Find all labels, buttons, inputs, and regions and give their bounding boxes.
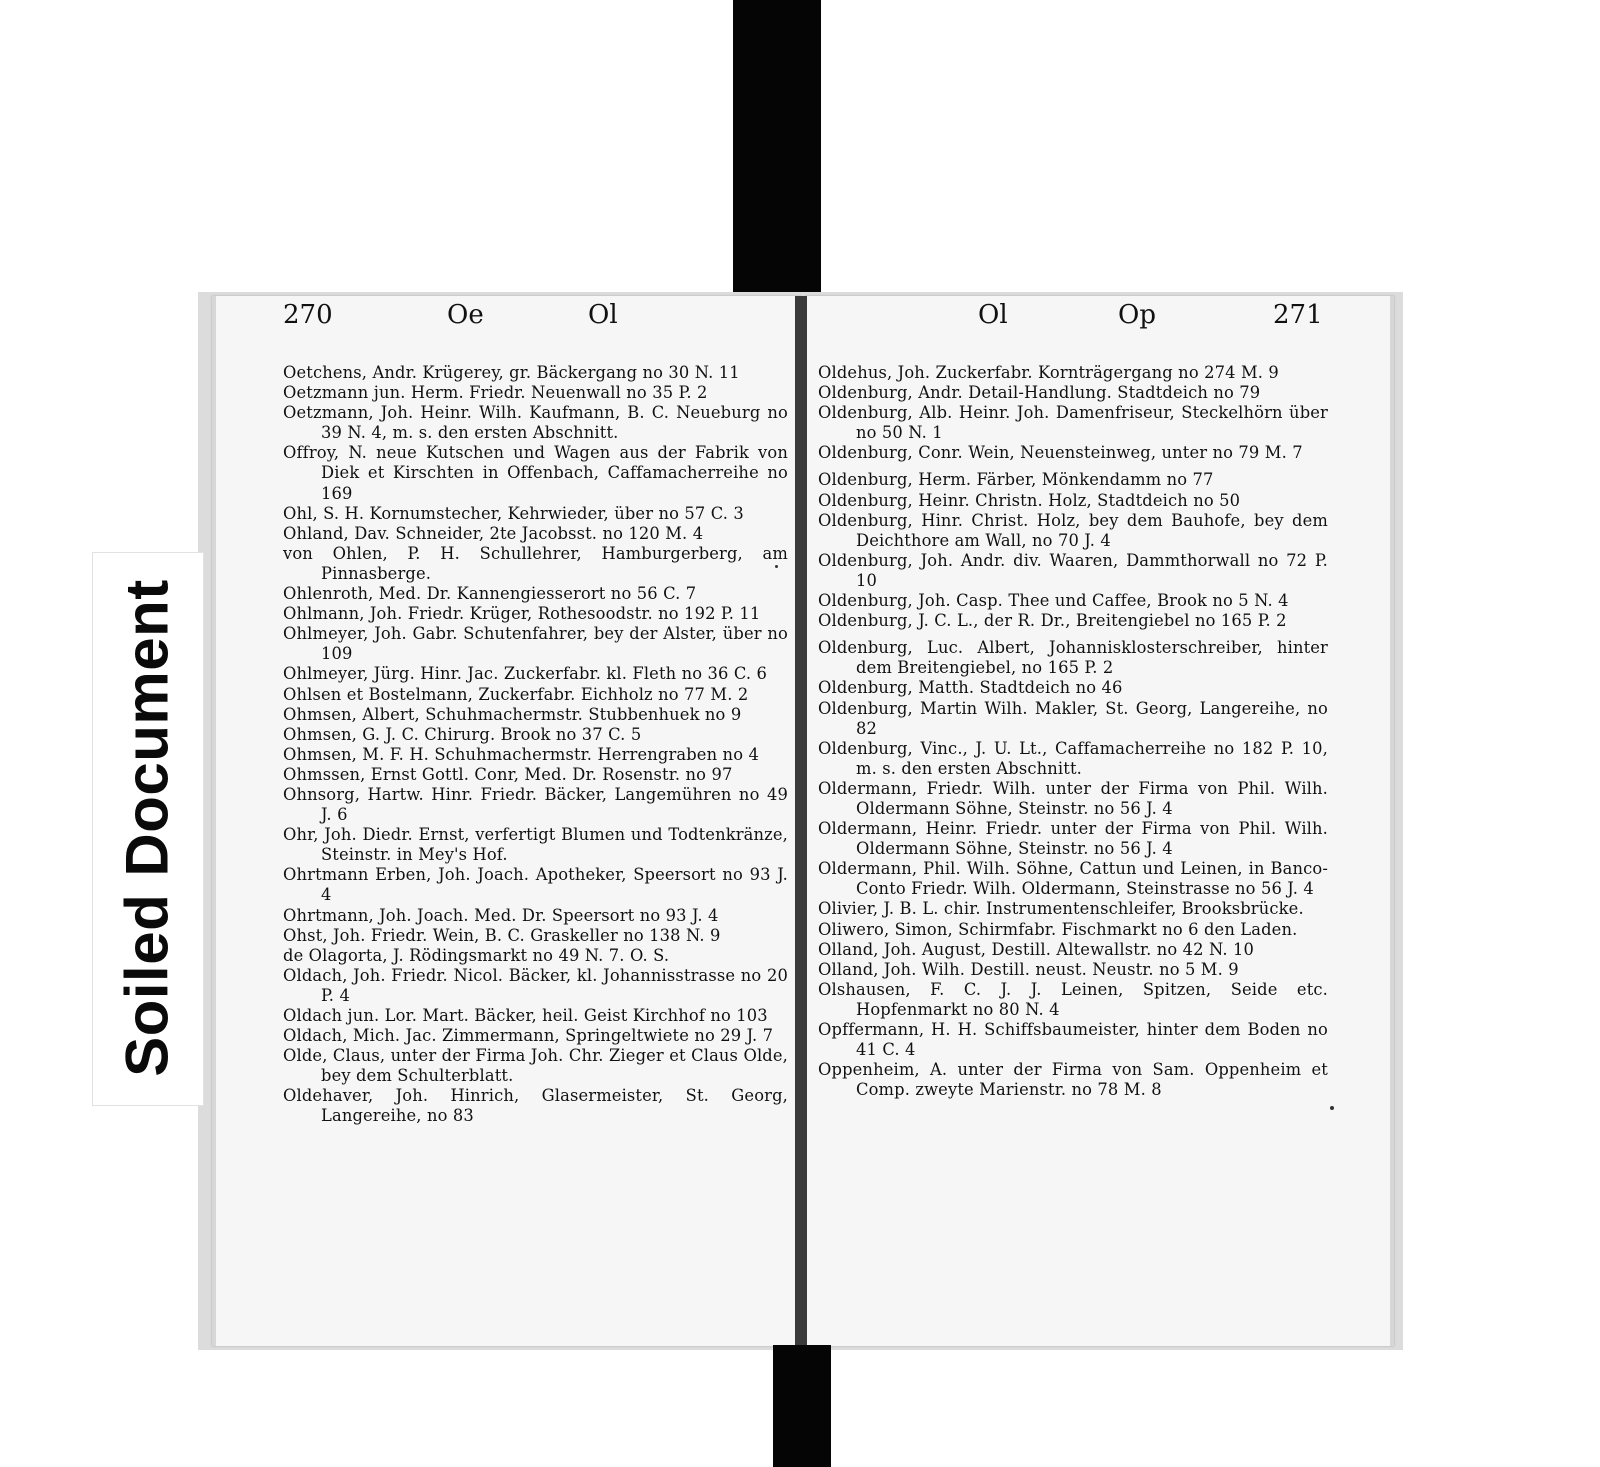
directory-entry: Oldach, Mich. Jac. Zimmermann, Springeltwiete no 29 J. 7 xyxy=(283,1026,774,1046)
directory-entry: Oldermann, Phil. Wilh. Söhne, Cattun und Leinen, in Banco-Conto Friedr. Wilh. Oldermann, Steinstrasse no 56 J. 4 xyxy=(818,859,1328,899)
directory-entry: Oldenburg, Herm. Färber, Mönkendamm no 77 xyxy=(818,470,1214,490)
directory-entry: Ohland, Dav. Schneider, 2te Jacobsst. no 120 M. 4 xyxy=(283,523,704,543)
running-head-left-1: Oe xyxy=(447,300,484,330)
book-gutter xyxy=(795,296,807,1346)
page-number-left: 270 xyxy=(283,300,333,330)
directory-entry: Oldenburg, Andr. Detail-Handlung. Stadtdeich no 79 xyxy=(818,383,1261,403)
right-page-header xyxy=(978,300,1323,340)
directory-entry: Oldenburg, Heinr. Christn. Holz, Stadtdeich no 50 xyxy=(818,490,1241,510)
directory-entry: Oetzmann jun. Herm. Friedr. Neuenwall no 35 P. 2 xyxy=(283,383,708,403)
binding-strap-bottom xyxy=(773,1345,831,1467)
running-head-right-2: Op xyxy=(1118,300,1156,330)
directory-entry: Ohlsen et Bostelmann, Zuckerfabr. Eichholz no 77 M. 2 xyxy=(283,684,749,704)
directory-entry: Ohrtmann, Joh. Joach. Med. Dr. Speersort no 93 J. 4 xyxy=(283,905,719,925)
directory-entry: Oldenburg, Martin Wilh. Makler, St. Georg, Langereihe, no 82 xyxy=(818,698,1328,738)
right-page-entries xyxy=(818,363,1328,1100)
directory-entry: Oldenburg, Joh. Casp. Thee und Caffee, Brook no 5 N. 4 xyxy=(818,591,1289,611)
directory-entry: Ohlmann, Joh. Friedr. Krüger, Rothesoodstr. no 192 P. 11 xyxy=(283,604,761,624)
directory-entry: Oldermann, Heinr. Friedr. unter der Firma von Phil. Wilh. Oldermann Söhne, Steinstr. no 56 J. 4 xyxy=(818,819,1328,859)
directory-entry: Olivier, J. B. L. chir. Instrumentenschleifer, Brooksbrücke. xyxy=(818,899,1304,919)
directory-entry: Ohrtmann Erben, Joh. Joach. Apotheker, Speersort no 93 J. 4 xyxy=(283,865,788,905)
directory-entry: Oldenburg, Hinr. Christ. Holz, bey dem Bauhofe, bey dem Deichthore am Wall, no 70 J. 4 xyxy=(818,510,1328,550)
directory-entry: Opffermann, H. H. Schiffsbaumeister, hinter dem Boden no 41 C. 4 xyxy=(818,1020,1328,1060)
directory-entry: Oldermann, Friedr. Wilh. unter der Firma von Phil. Wilh. Oldermann Söhne, Steinstr. no 56 J. 4 xyxy=(818,778,1328,818)
directory-entry: Oetchens, Andr. Krügerey, gr. Bäckergang no 30 N. 11 xyxy=(283,363,740,382)
running-head-left-2: Ol xyxy=(588,300,618,330)
directory-entry: Oldenburg, J. C. L., der R. Dr., Breitengiebel no 165 P. 2 xyxy=(818,611,1287,631)
directory-entry: Oldach, Joh. Friedr. Nicol. Bäcker, kl. Johannisstrasse no 20 P. 4 xyxy=(283,965,788,1005)
directory-entry: Oldach jun. Lor. Mart. Bäcker, heil. Geist Kirchhof no 103 xyxy=(283,1006,768,1025)
directory-entry: Oliwero, Simon, Schirmfabr. Fischmarkt no 6 den Laden. xyxy=(818,919,1298,939)
directory-entry: Ohr, Joh. Diedr. Ernst, verfertigt Blumen und Todtenkränze, Steinstr. in Mey's Hof. xyxy=(283,825,788,865)
directory-entry: de Olagorta, J. Rödingsmarkt no 49 N. 7. O. S. xyxy=(283,945,670,965)
directory-entry: Ohmssen, Ernst Gottl. Conr, Med. Dr. Rosenstr. no 97 xyxy=(283,764,733,784)
directory-entry: Ohmsen, Albert, Schuhmachermstr. Stubbenhuek no 9 xyxy=(283,704,742,724)
directory-entry: Oppenheim, A. unter der Firma von Sam. Oppenheim et Comp. zweyte Marienstr. no 78 M. 8 xyxy=(818,1060,1328,1100)
directory-entry: Olland, Joh. Wilh. Destill. neust. Neustr. no 5 M. 9 xyxy=(818,959,1239,979)
binding-strap-top xyxy=(733,0,821,300)
directory-entry: Oldehus, Joh. Zuckerfabr. Kornträgergang no 274 M. 9 xyxy=(818,363,1279,382)
directory-entry: Ohmsen, M. F. H. Schuhmachermstr. Herrengraben no 4 xyxy=(283,744,759,764)
directory-entry: Ohst, Joh. Friedr. Wein, B. C. Graskeller no 138 N. 9 xyxy=(283,925,721,945)
left-page-entries xyxy=(283,363,788,1127)
directory-entry: Oldenburg, Luc. Albert, Johannisklosterschreiber, hinter dem Breitengiebel, no 165 P. 2 xyxy=(818,638,1328,678)
directory-entry: Oldenburg, Matth. Stadtdeich no 46 xyxy=(818,678,1123,698)
directory-entry: Oldehaver, Joh. Hinrich, Glasermeister, St. Georg, Langereihe, no 83 xyxy=(283,1086,788,1126)
directory-entry: Oldenburg, Alb. Heinr. Joh. Damenfriseur, Steckelhörn über no 50 N. 1 xyxy=(818,403,1328,443)
directory-entry: Oldenburg, Joh. Andr. div. Waaren, Dammthorwall no 72 P. 10 xyxy=(818,550,1328,590)
directory-entry: Olde, Claus, unter der Firma Joh. Chr. Zieger et Claus Olde, bey dem Schulterblatt. xyxy=(283,1046,788,1086)
ink-speck xyxy=(1330,1106,1334,1110)
directory-entry: Ohmsen, G. J. C. Chirurg. Brook no 37 C. 5 xyxy=(283,724,642,744)
directory-entry: Offroy, N. neue Kutschen und Wagen aus der Fabrik von Diek et Kirschten in Offenbach, Caffamacherreihe no 169 xyxy=(283,443,788,503)
running-head-right-1: Ol xyxy=(978,300,1008,330)
directory-entry: von Ohlen, P. H. Schullehrer, Hamburgerberg, am Pinnasberge. xyxy=(283,543,788,583)
directory-entry: Oldenburg, Vinc., J. U. Lt., Caffamacherreihe no 182 P. 10, m. s. den ersten Abschnitt. xyxy=(818,738,1328,778)
directory-entry: Oldenburg, Conr. Wein, Neuensteinweg, unter no 79 M. 7 xyxy=(818,443,1303,463)
left-page-header xyxy=(283,300,763,340)
directory-entry: Olland, Joh. August, Destill. Altewallstr. no 42 N. 10 xyxy=(818,939,1255,959)
directory-entry: Ohlmeyer, Jürg. Hinr. Jac. Zuckerfabr. kl. Fleth no 36 C. 6 xyxy=(283,664,768,684)
ink-speck xyxy=(775,565,778,568)
directory-entry: Olshausen, F. C. J. J. Leinen, Spitzen, Seide etc. Hopfenmarkt no 80 N. 4 xyxy=(818,979,1328,1019)
directory-entry: Oetzmann, Joh. Heinr. Wilh. Kaufmann, B. C. Neueburg no 39 N. 4, m. s. den ersten Abschnitt. xyxy=(283,403,788,443)
directory-entry: Ohlenroth, Med. Dr. Kannengiesserort no 56 C. 7 xyxy=(283,584,697,604)
page-number-right: 271 xyxy=(1273,300,1323,330)
directory-entry: Ohlmeyer, Joh. Gabr. Schutenfahrer, bey der Alster, über no 109 xyxy=(283,624,788,664)
soiled-document-label-text: Soiled Document xyxy=(113,579,181,1077)
directory-entry: Ohl, S. H. Kornumstecher, Kehrwieder, über no 57 C. 3 xyxy=(283,503,744,523)
directory-entry: Ohnsorg, Hartw. Hinr. Friedr. Bäcker, Langemühren no 49 J. 6 xyxy=(283,784,788,825)
